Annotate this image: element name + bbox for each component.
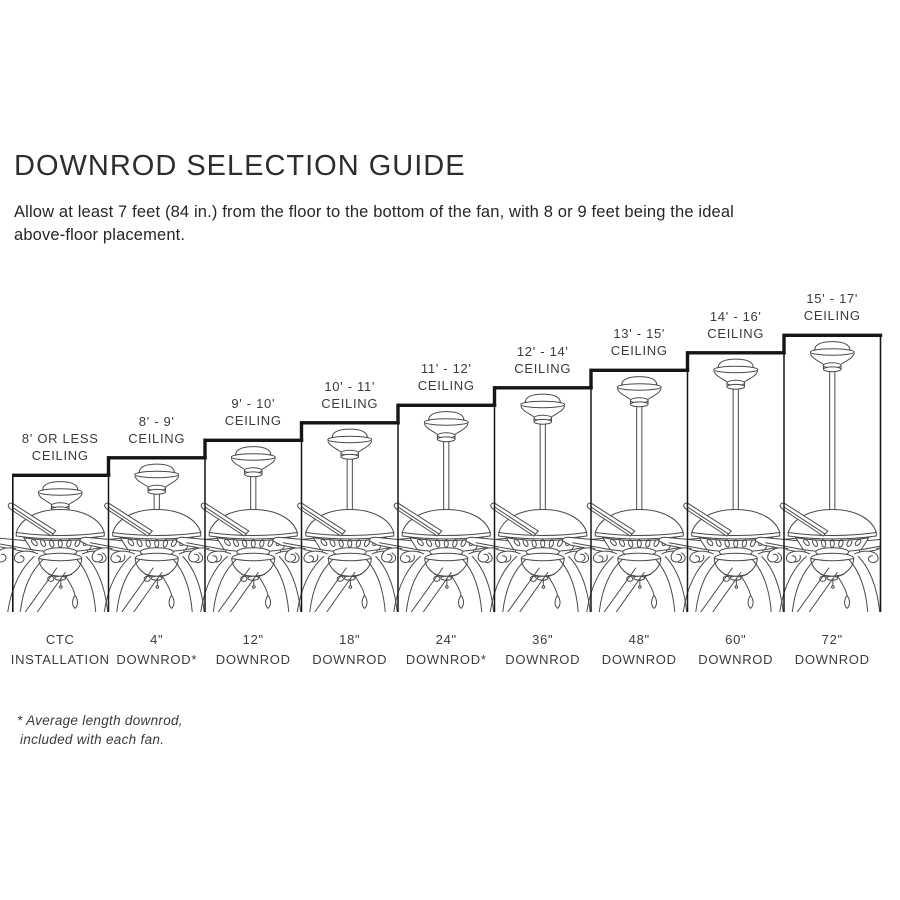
ceiling-range: 11' - 12' bbox=[420, 361, 472, 376]
ceiling-range: 10' - 11' bbox=[324, 378, 376, 394]
canopy-icon bbox=[810, 342, 854, 372]
canopy-icon bbox=[521, 394, 565, 424]
downrod-size: CTC bbox=[45, 632, 75, 647]
downrod bbox=[828, 368, 836, 519]
canopy-icon bbox=[135, 464, 179, 494]
downrod bbox=[635, 403, 643, 519]
ceiling-range: 13' - 15' bbox=[613, 326, 666, 341]
downrod-word: DOWNROD bbox=[794, 651, 870, 667]
ceiling-height-label bbox=[772, 290, 893, 324]
downrod-size: 72" bbox=[821, 632, 843, 647]
canopy-icon bbox=[714, 359, 758, 389]
ceiling-word: CEILING bbox=[610, 343, 668, 358]
footnote bbox=[17, 711, 183, 749]
ceiling-range: 8' - 9' bbox=[138, 413, 175, 429]
downrod bbox=[346, 455, 354, 518]
ceiling-word: CEILING bbox=[128, 430, 186, 446]
downrod bbox=[732, 385, 740, 518]
footnote-line-2: included with each fan. bbox=[20, 732, 165, 747]
downrod-size: 4" bbox=[150, 632, 164, 647]
ceiling-word: CEILING bbox=[803, 308, 861, 323]
intro-line-1: Allow at least 7 feet (84 in.) from the floor to the bottom of the fan, with 8 or 9 feet being the ideal bbox=[14, 203, 734, 221]
canopy-icon bbox=[38, 482, 82, 512]
downrod-size: 36" bbox=[532, 632, 554, 647]
downrod-size: 48" bbox=[628, 632, 650, 647]
downrod-word: INSTALLATION bbox=[10, 651, 110, 667]
downrod-length-label bbox=[772, 630, 893, 669]
footnote-line-1: * Average length downrod, bbox=[17, 713, 183, 728]
canopy-icon bbox=[231, 447, 275, 477]
downrod-word: DOWNROD bbox=[505, 651, 581, 667]
downrod-word: DOWNROD bbox=[601, 651, 677, 667]
downrod-size: 60" bbox=[725, 632, 747, 647]
ceiling-word: CEILING bbox=[417, 378, 475, 393]
ceiling-word: CEILING bbox=[31, 448, 89, 463]
ceiling-word: CEILING bbox=[707, 325, 765, 341]
ceiling-fan-icon bbox=[756, 503, 900, 612]
ceiling-range: 12' - 14' bbox=[516, 343, 569, 359]
ceiling-range: 14' - 16' bbox=[709, 308, 762, 324]
ceiling-range: 15' - 17' bbox=[806, 291, 859, 306]
ceiling-word: CEILING bbox=[514, 360, 572, 376]
downrod-size: 12" bbox=[242, 632, 264, 647]
canopy-icon bbox=[617, 377, 661, 407]
downrod-word: DOWNROD bbox=[215, 651, 291, 667]
downrod-size: 24" bbox=[435, 632, 457, 647]
ceiling-word: CEILING bbox=[224, 413, 282, 428]
ceiling-word: CEILING bbox=[321, 395, 379, 411]
downrod-word: DOWNROD* bbox=[405, 651, 487, 667]
ceiling-range: 9' - 10' bbox=[231, 396, 276, 411]
downrod-size: 18" bbox=[339, 632, 361, 647]
canopy-icon bbox=[424, 412, 468, 442]
ceiling-range: 8' OR LESS bbox=[21, 431, 99, 446]
page-title: DOWNROD SELECTION GUIDE bbox=[14, 150, 466, 182]
downrod-word: DOWNROD* bbox=[116, 651, 198, 667]
downrod bbox=[539, 420, 547, 518]
downrod bbox=[442, 438, 450, 519]
downrod-word: DOWNROD bbox=[698, 651, 774, 667]
downrod-word: DOWNROD bbox=[312, 651, 388, 667]
intro-line-2: above-floor placement. bbox=[14, 226, 186, 244]
canopy-icon bbox=[328, 429, 372, 459]
